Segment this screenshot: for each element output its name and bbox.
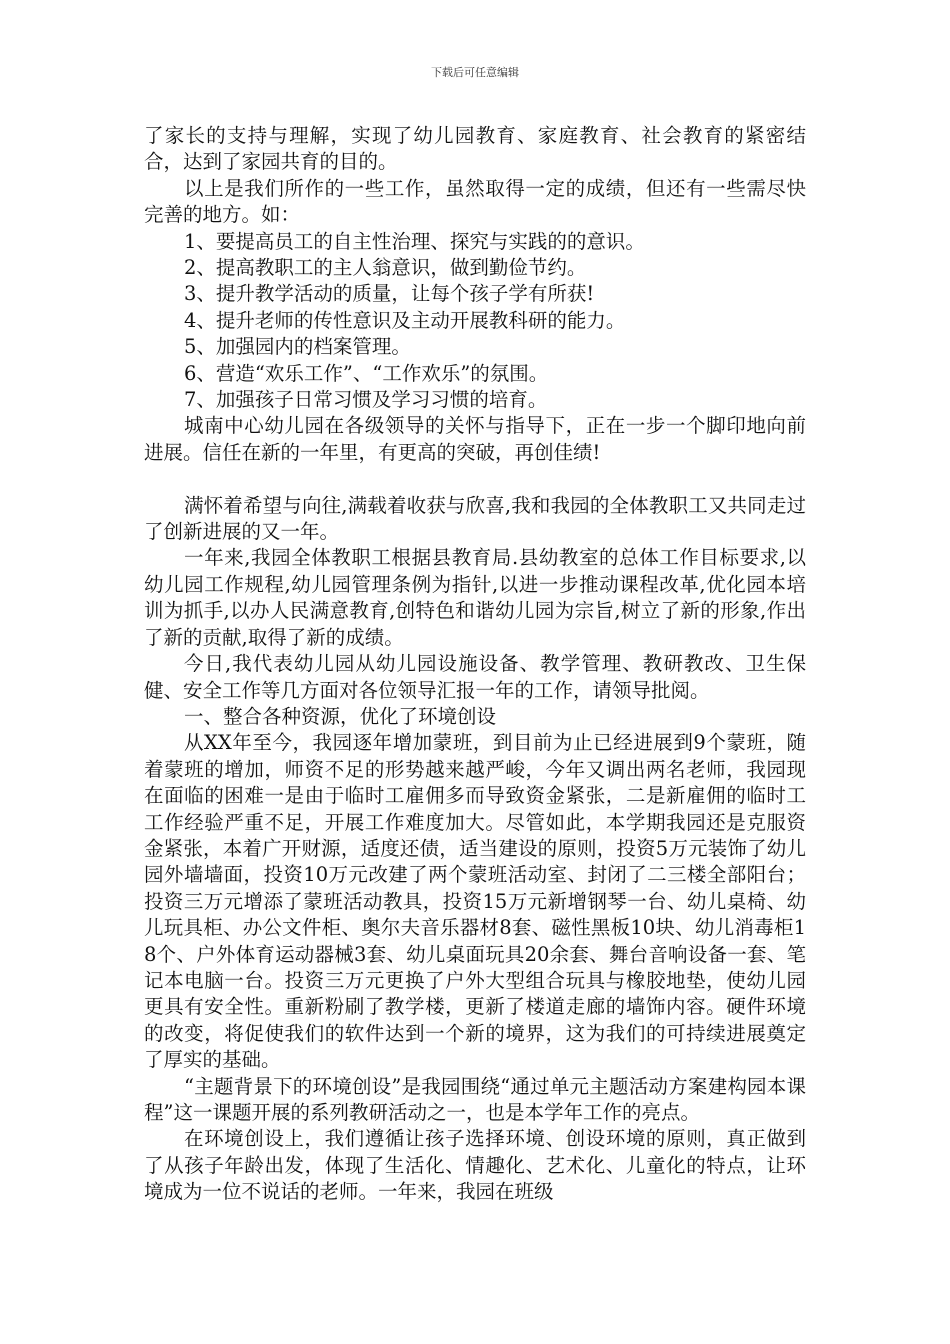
page-header-note: 下载后可任意编辑 (431, 66, 519, 79)
body-paragraph: “主题背景下的环境创设”是我园围绕“通过单元主题活动方案建构园本课程”这一课题开展的系列教研活动之一，也是本学年工作的亮点。 (144, 1074, 806, 1125)
body-paragraph: 4、提升老师的传性意识及主动开展教科研的能力。 (184, 308, 626, 332)
body-paragraph: 今日,我代表幼儿园从幼儿园设施设备、教学管理、教研教改、卫生保健、安全工作等几方面对各位领导汇报一年的工作，请领导批阅。 (144, 652, 806, 702)
body-paragraph: 城南中心幼儿园在各级领导的关怀与指导下，正在一步一个脚印地向前进展。信任在新的一年里，有更高的突破，再创佳绩! (144, 414, 806, 464)
body-paragraph: 6、营造“欢乐工作”、“工作欢乐”的氛围。 (184, 361, 549, 385)
document-body (144, 123, 806, 1206)
body-paragraph: 满怀着希望与向往,满载着收获与欣喜,我和我园的全体教职工又共同走过了创新进展的又一年。 (144, 493, 806, 544)
body-paragraph: 1、要提高员工的自主性治理、探究与实践的的意识。 (184, 229, 645, 253)
body-paragraph: 3、提升教学活动的质量，让每个孩子学有所获! (184, 282, 595, 306)
body-paragraph: 5、加强园内的档案管理。 (184, 335, 411, 359)
body-paragraph: 一、整合各种资源，优化了环境创设 (184, 704, 497, 728)
blank-line (144, 466, 806, 492)
body-paragraph: 7、加强孩子日常习惯及学习习惯的培育。 (184, 388, 548, 412)
body-paragraph: 以上是我们所作的一些工作，虽然取得一定的成绩，但还有一些需尽快完善的地方。如： (144, 176, 806, 227)
body-paragraph: 了家长的支持与理解，实现了幼儿园教育、家庭教育、社会教育的紧密结合，达到了家园共育的目的。 (144, 124, 806, 174)
body-paragraph: 2、提高教职工的主人翁意识，做到勤俭节约。 (184, 256, 587, 280)
body-paragraph: 在环境创设上，我们遵循让孩子选择环境、创设环境的原则，真正做到了从孩子年龄出发，体现了生活化、情趣化、艺术化、儿童化的特点，让环境成为一位不说话的老师。一年来，我园在班级 (144, 1127, 806, 1204)
body-paragraph: 一年来,我园全体教职工根据县教育局.县幼教室的总体工作目标要求,以幼儿园工作规程,幼儿园管理条例为指针,以进一步推动课程改革,优化园本培训为抓手,以办人民满意教育,创特色和谐幼儿园为宗旨,树立了新的形象,作出了新的贡献,取得了新的成绩。 (144, 546, 806, 649)
body-paragraph: 从XX年至今，我园逐年增加蒙班，到目前为止已经进展到9个蒙班，随着蒙班的增加，师资不足的形势越来越严峻，今年又调出两名老师，我园现在面临的困难一是由于临时工雇佣多而导致资金紧张，二是新雇佣的临时工工作经验严重不足，开展工作难度加大。尽管如此，本学期我园还是克服资金紧张，本着广开财源，适度还债，适当建设的原则，投资5万元装饰了幼儿园外墙墙面，投资10万元改建了两个蒙班活动室、封闭了二三楼全部阳台；投资三万元增添了蒙班活动教具，投资15万元新增钢琴一台、幼儿桌椅、幼儿玩具柜、办公文件柜、奥尔夫音乐器材8套、磁性黑板10块、幼儿消毒柜18个、户外体育运动器械3套、幼儿桌面玩具20余套、舞台音响设备一套、笔记本电脑一台。投资三万元更换了户外大型组合玩具与橡胶地垫，使幼儿园更具有安全性。重新粉刷了教学楼，更新了楼道走廊的墙饰内容。硬件环境的改变，将促使我们的软件达到一个新的境界，这为我们的可持续进展奠定了厚实的基础。 (144, 731, 806, 1072)
